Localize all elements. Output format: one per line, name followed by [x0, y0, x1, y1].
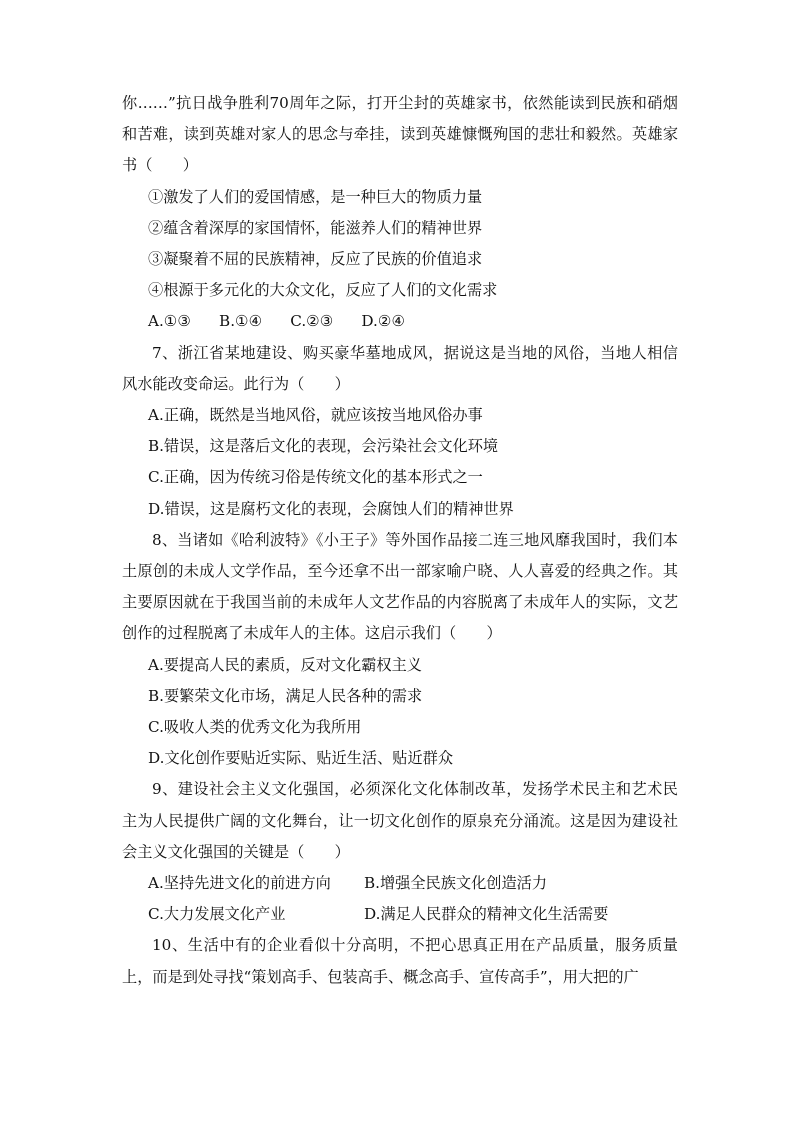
- q6-option-c: C.②③: [290, 312, 334, 331]
- q6-statement-4: ④根源于多元化的大众文化，反应了人们的文化需求: [148, 281, 498, 300]
- q10-stem: 10、生活中有的企业看似十分高明，不把心思真正用在产品质量，服务质量上，而是到处寻找“策划高手、包装高手、概念高手、宣传高手”，用大把的广: [122, 936, 678, 986]
- q9-option-c: C.大力发展文化产业: [148, 905, 286, 924]
- q9-options-row-1: [122, 868, 678, 899]
- q7-option-b: B.错误，这是落后文化的表现，会污染社会文化环境: [148, 437, 499, 456]
- q9-options-row-2: [122, 899, 678, 930]
- q6-statement-3: ③凝聚着不屈的民族精神，反应了民族的价值追求: [148, 250, 483, 269]
- question-list: [122, 88, 678, 993]
- q9-stem: 9、建设社会主义文化强国，必须深化文化体制改革，发扬学术民主和艺术民主为人民提供广阔的文化舞台，让一切文化创作的原泉充分涌流。这是因为建设社会主义文化强国的关键是（ ）: [122, 780, 678, 861]
- q8-option-c: C.吸收人类的优秀文化为我所用: [148, 718, 362, 737]
- q8-option-a: A.要提高人民的素质，反对文化霸权主义: [148, 655, 422, 674]
- q6-stem: 你……”抗日战争胜利70周年之际，打开尘封的英雄家书，依然能读到民族和硝烟和苦难，读到英雄对家人的思念与牵挂，读到英雄慷慨殉国的悲壮和毅然。英雄家书（ ）: [122, 94, 678, 175]
- q9-option-a: A.坚持先进文化的前进方向: [148, 874, 331, 893]
- q8-option-b: B.要繁荣文化市场，满足人民各种的需求: [148, 686, 423, 705]
- q6-statement-2: ②蕴含着深厚的家国情怀，能滋养人们的精神世界: [148, 218, 483, 237]
- q8-option-d: D.文化创作要贴近实际、贴近生活、贴近群众: [148, 749, 454, 768]
- q8-stem: 8、当诸如《哈利波特》《小王子》等外国作品接二连三地风靡我国时，我们本土原创的未成人文学作品，至今还拿不出一部家喻户晓、人人喜爱的经典之作。其主要原因就在于我国当前的未成年人文艺作品的内容脱离了未成年人的实际，文艺创作的过程脱离了未成年人的主体。这启示我们（ ）: [122, 530, 678, 643]
- q9-option-b: B.增强全民族文化创造活力: [364, 874, 548, 893]
- q7-option-a: A.正确，既然是当地风俗，就应该按当地风俗办事: [148, 406, 483, 425]
- q6-option-d: D.②④: [361, 312, 406, 331]
- q7-option-d: D.错误，这是腐朽文化的表现，会腐蚀人们的精神世界: [148, 499, 514, 518]
- q9-option-d: D.满足人民群众的精神文化生活需要: [364, 905, 609, 924]
- q6-option-b: B.①④: [219, 312, 263, 331]
- q7-option-c: C.正确，因为传统习俗是传统文化的基本形式之一: [148, 468, 483, 487]
- q6-statement-1: ①激发了人们的爱国情感，是一种巨大的物质力量: [148, 187, 483, 206]
- q6-option-a: A.①③: [148, 312, 192, 331]
- q6-options: [122, 306, 678, 337]
- q7-stem: 7、浙江省某地建设、购买豪华墓地成风，据说这是当地的风俗，当地人相信风水能改变命运。此行为（ ）: [122, 343, 678, 393]
